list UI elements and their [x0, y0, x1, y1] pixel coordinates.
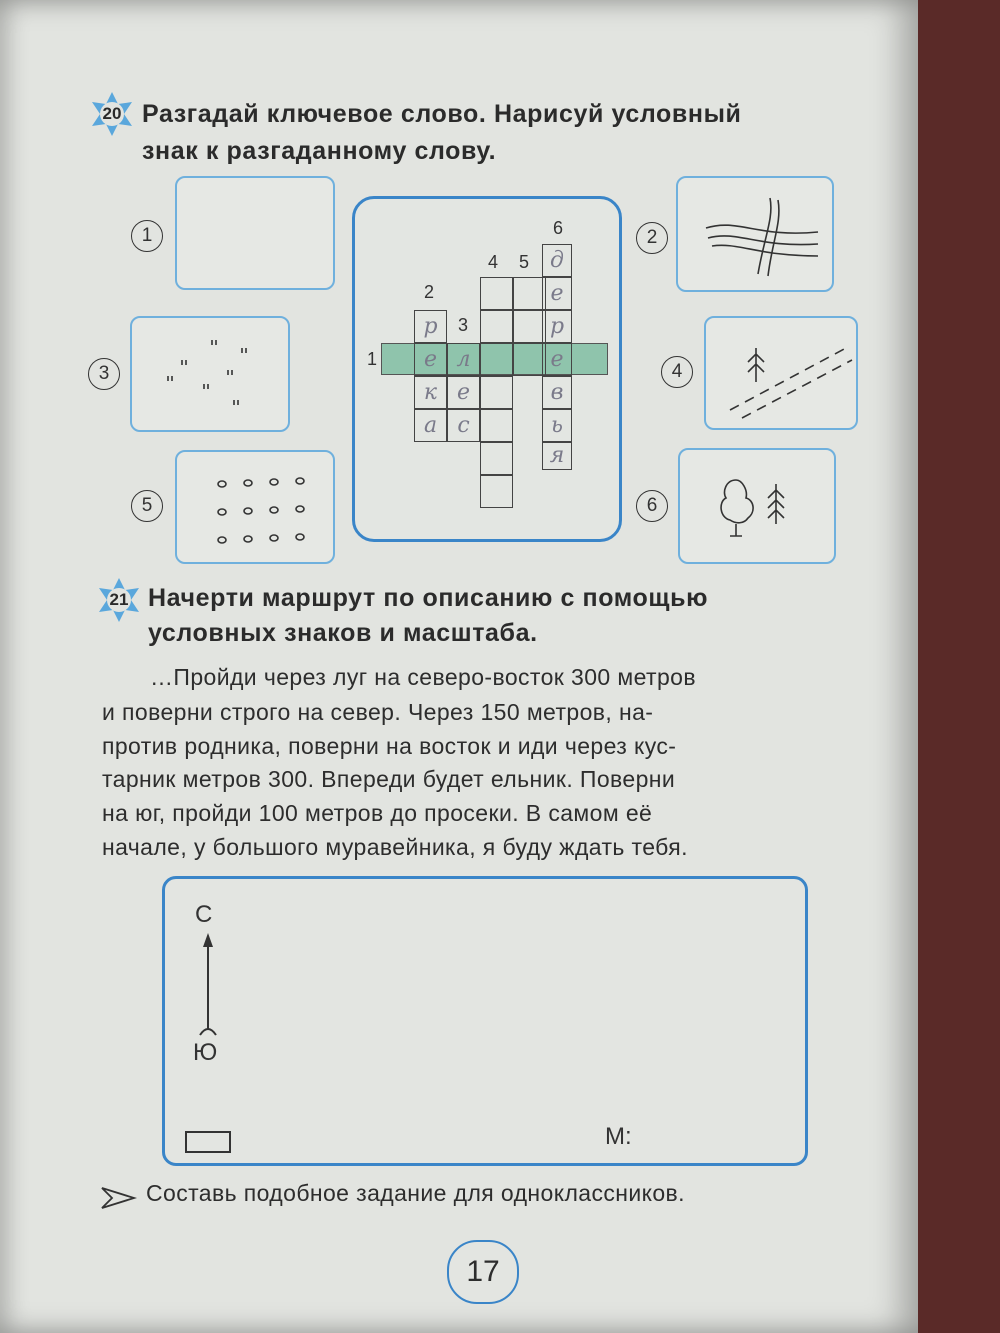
task21-text-line: на юг, пройди 100 метров до просеки. В самом её [102, 800, 653, 826]
crossword-cell [480, 409, 513, 442]
symbol-box-2 [676, 176, 834, 292]
legend-box [185, 1131, 231, 1153]
task21-text-line: …Пройди через луг на северо-восток 300 метров [150, 664, 696, 690]
double-chevron-right-icon [100, 1186, 138, 1210]
crossword-cell: а [414, 409, 447, 442]
task21-text-line: и поверни строго на север. Через 150 метров, на- [102, 699, 654, 725]
crossword-cell: л [447, 343, 480, 376]
task21-title-line1: Начерти маршрут по описанию с помощью [148, 584, 709, 612]
crossword-cell: к [414, 376, 447, 409]
crossword-cell [480, 343, 513, 376]
crossword-clue-5: 5 [519, 252, 530, 272]
task20-title-line1: Разгадай ключевое слово. Нарисуй условный [142, 100, 742, 128]
symbol-box-4 [704, 316, 858, 430]
crossword-cell: д [542, 244, 572, 277]
shrub-symbol-icon [177, 452, 333, 562]
symbol-box-1 [175, 176, 335, 290]
crossword-cell: р [414, 310, 447, 343]
symbol-number-4: 4 [661, 356, 693, 388]
crossword-cell [480, 310, 513, 343]
mixed-forest-symbol-icon [680, 450, 834, 562]
task20-title-line2: знак к разгаданному слову. [142, 137, 497, 165]
crossword-cell: е [542, 343, 572, 376]
extra-task-text: Составь подобное задание для одноклассников. [146, 1180, 685, 1206]
crossword-clue-2: 2 [424, 282, 435, 302]
symbol-number-1: 1 [131, 220, 163, 252]
crossword-clue-3: 3 [458, 315, 469, 335]
task21-text-line: против родника, поверни на восток и иди через кус- [102, 733, 677, 759]
crossword-cell: е [447, 376, 480, 409]
route-drawing-area[interactable] [162, 876, 808, 1166]
task21-text-line: тарник метров 300. Впереди будет ельник. Поверни [102, 766, 676, 792]
task-number: 21 [109, 590, 129, 609]
compass-south-label: Ю [193, 1039, 218, 1066]
crossword-cell: р [542, 310, 572, 343]
crossword-cell [480, 442, 513, 475]
meadow-symbol-icon [132, 318, 288, 430]
crossword-cell [480, 277, 513, 310]
task-number: 20 [102, 104, 122, 123]
crossword-cell: ь [542, 409, 572, 442]
symbol-box-3 [130, 316, 290, 432]
crossword-clue-4: 4 [488, 252, 499, 272]
crossword-clue-6: 6 [553, 218, 564, 238]
river-symbol-icon [678, 178, 832, 290]
task-number-badge [88, 90, 136, 138]
crossword-clue-1: 1 [367, 349, 378, 369]
crossword-cell [480, 475, 513, 508]
symbol-number-6: 6 [636, 490, 668, 522]
symbol-number-5: 5 [131, 490, 163, 522]
crossword-cell: с [447, 409, 480, 442]
task21-text-line: начале, у большого муравейника, я буду ждать тебя. [102, 834, 688, 860]
compass-arrow-icon [193, 929, 223, 1041]
crossword-cell [480, 376, 513, 409]
crossword-cell: е [414, 343, 447, 376]
symbol-number-2: 2 [636, 222, 668, 254]
crossword-cell: е [542, 277, 572, 310]
task-number-badge [95, 576, 143, 624]
symbol-number-3: 3 [88, 358, 120, 390]
scale-label: М: [605, 1123, 632, 1150]
clearing-symbol-icon [706, 318, 856, 428]
page-number: 17 [447, 1240, 519, 1304]
symbol-box-5 [175, 450, 335, 564]
crossword-cell: в [542, 376, 572, 409]
symbol-box-6 [678, 448, 836, 564]
task21-title-line2: условных знаков и масштаба. [148, 619, 538, 647]
compass-north-label: С [195, 901, 213, 928]
crossword-cell: я [542, 442, 572, 470]
